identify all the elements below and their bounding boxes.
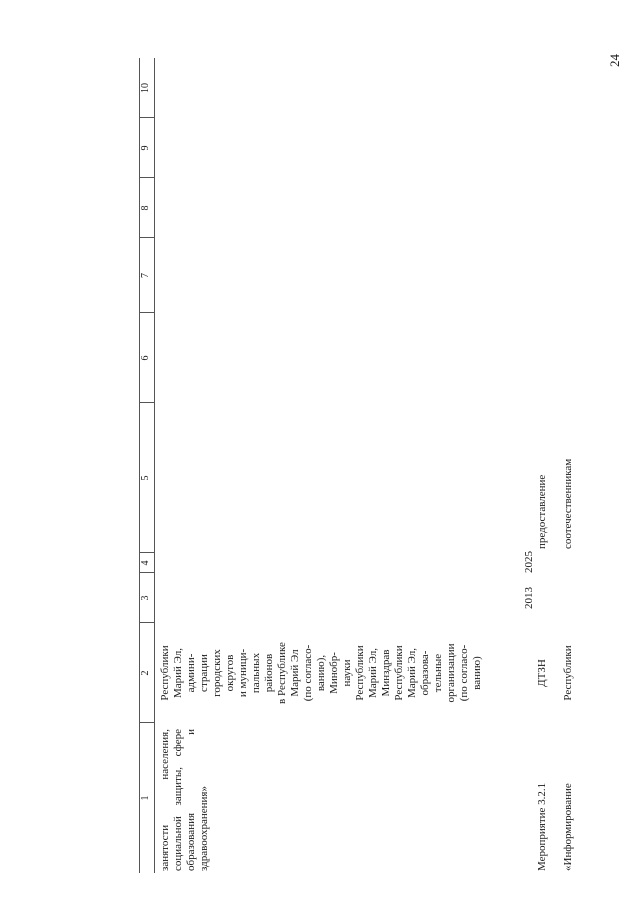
row-continuation-col2 [159,625,484,721]
col2-line: (по согласо- [458,644,470,702]
measure-title [523,729,588,871]
col2-line: ванию) [471,656,483,690]
result-line-2: соотечественникам [562,458,574,549]
col2-line: страции [198,654,210,692]
executor-line-2: Республики [562,645,574,701]
col2-line: в Республике [276,642,288,704]
header-col-2: 2 [140,670,151,676]
executor-line-1: ДТЗН [536,659,548,687]
measure-end-year: 2025 [523,551,535,573]
col2-line: Республики [159,645,171,701]
col2-line: округов [224,654,236,692]
measure-start-year: 2013 [523,587,535,609]
col2-line: Республики [354,645,366,701]
col2-line: тельные [432,653,444,693]
col2-line: Марий Эл [289,649,301,697]
measure-executor [523,625,588,721]
col2-line: образова- [419,650,431,696]
measure-name-start: «Информирование [562,783,574,871]
col2-line: Марий Эл, [367,647,379,699]
header-col-6: 6 [140,355,151,361]
data-table [139,58,574,873]
header-col-8: 8 [140,205,151,211]
header-col-5: 5 [140,475,151,481]
header-col-9: 9 [140,145,151,151]
col2-line: пальных [250,652,262,694]
col2-line: науки [341,659,353,687]
col2-line: Марий Эл, [172,647,184,699]
row-continuation-col1: занятости населения, социальной защиты, сфере образования и здравоохранения» [159,729,210,871]
rotated-table-page [139,58,574,873]
measure-number: Мероприятие 3.2.1 [536,782,548,871]
col2-line: Республики [393,645,405,701]
header-bottom-border [154,58,155,873]
header-col-3: 3 [140,595,151,601]
col2-line: Минобр- [328,652,340,694]
col2-line: (по согласо- [302,644,314,702]
header-col-4: 4 [140,560,151,566]
col2-line: и муници- [237,648,249,698]
col2-line: организации [445,643,457,703]
measure-result [523,399,588,549]
col2-line: районов [263,653,275,693]
result-line-1: предоставление [536,474,548,549]
col2-line: ванию), [315,654,327,692]
header-col-7: 7 [140,273,151,278]
col2-line: админи- [185,653,197,693]
header-col-10: 10 [140,83,151,93]
col2-line: Минздрав [380,649,392,697]
col2-line: городских [211,649,223,697]
header-col-1: 1 [140,795,151,801]
page-number: 24 [607,54,622,67]
col2-line: Марий Эл, [406,647,418,699]
